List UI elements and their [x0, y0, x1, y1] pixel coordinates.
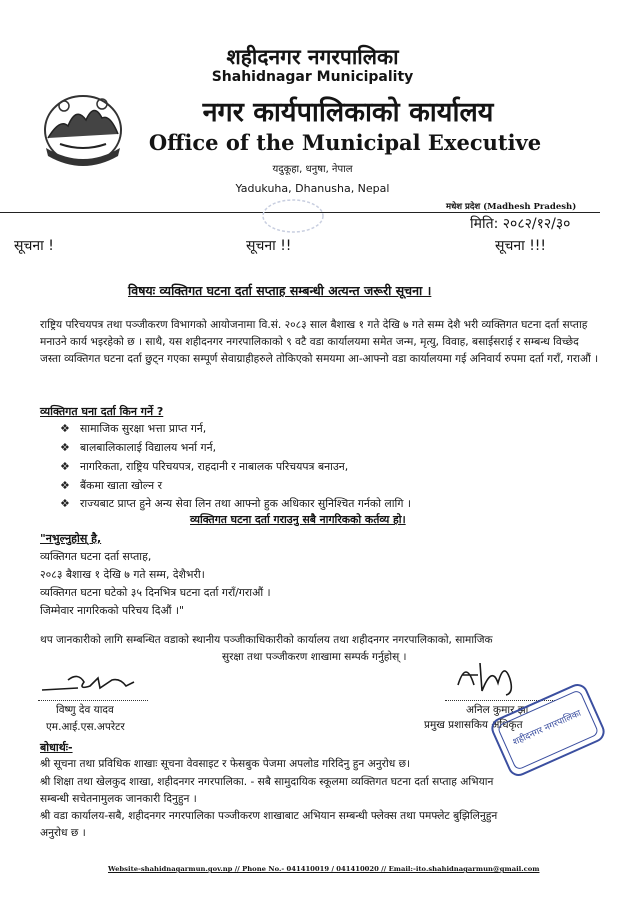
signatory-left-name: विष्णु देव यादव: [56, 704, 114, 716]
seal-text: शहीदनगर नगरपालिका: [511, 708, 583, 748]
reason-item: सामाजिक सुरक्षा भत्ता प्राप्त गर्न,: [80, 422, 207, 435]
notice-label-3: सूचना !!!: [495, 238, 547, 254]
contact-line-2: सुरक्षा तथा पञ्जीकरण शाखामा सम्पर्क गर्नुहोस् ।: [222, 651, 407, 663]
duty-line: व्यक्तिगत घटना दर्ता गराउनु सबै नागरिकको कर्तव्य हो।: [190, 513, 406, 526]
date-line: मिति: २०८२/१२/३०: [470, 216, 571, 232]
bullet-icon: ❖: [60, 441, 70, 454]
office-title-en: Office of the Municipal Executive: [148, 130, 542, 155]
signatory-right-name: अनिल कुमार झा: [466, 704, 529, 716]
reminder-line: व्यक्तिगत घटना दर्ता सप्ताह,: [40, 550, 152, 563]
reminder-line: २०८३ बैशाख १ देखि ७ गते सम्म, देशैभरी।: [40, 568, 205, 581]
bullet-icon: ❖: [60, 479, 70, 492]
notice-label-2: सूचना !!: [246, 238, 292, 254]
signature-left-icon: [38, 668, 148, 698]
reason-item: नागरिकता, राष्ट्रिय परिचयपत्र, राहदानी र नाबालक परिचयपत्र बनाउन,: [80, 460, 349, 473]
signatory-left-title: एम.आई.एस.अपरेटर: [46, 721, 125, 733]
bullet-icon: ❖: [60, 422, 70, 435]
reason-item: बालबालिकालाई विद्यालय भर्ना गर्न,: [80, 441, 217, 454]
address-en: Yadukuha, Dhanusha, Nepal: [235, 182, 390, 195]
bullet-icon: ❖: [60, 497, 70, 510]
province-label: मधेश प्रदेश (Madhesh Pradesh): [446, 202, 577, 212]
cc-heading: बोधार्थः-: [40, 741, 73, 754]
municipality-name-np: शहीदनगर नगरपालिका: [226, 45, 399, 69]
contact-line-1: थप जानकारीको लागि सम्बन्धित वडाको स्थानीय पञ्जीकाधिकारीको कार्यालय तथा शहीदनगर नगरपालिकाको, सामाजिक: [40, 634, 493, 646]
municipality-name-en: Shahidnagar Municipality: [211, 69, 414, 85]
notice-label-1: सूचना !: [14, 238, 54, 254]
cc-line: श्री वडा कार्यालय-सबै, शहीदनगर नगरपालिका पञ्जीकरण शाखाबाट अभियान सम्बन्धी फ्लेक्स तथा पमफ्लेट बुझिलिनुहुन: [40, 810, 498, 822]
signature-line-left: [38, 700, 148, 701]
subject-line: विषयः व्यक्तिगत घटना दर्ता सप्ताह सम्बन्धी अत्यन्त जरूरी सूचना ।: [128, 283, 432, 298]
reminder-title: "नभुल्नुहोस् है,: [40, 532, 102, 545]
signature-right-icon: [452, 655, 522, 700]
why-heading: व्यक्तिगत घना दर्ता किन गर्ने ?: [40, 405, 164, 418]
office-title-np: नगर कार्यपालिकाको कार्यालय: [202, 97, 494, 128]
reason-item: राज्यबाट प्राप्त हुने अन्य सेवा लिन तथा आफ्नो हुक अधिकार सुनिश्चित गर्नको लागि ।: [80, 497, 411, 510]
nepal-emblem-icon: [40, 88, 126, 168]
faint-stamp-icon: [258, 196, 328, 236]
cc-line: श्री शिक्षा तथा खेलकुद शाखा, शहीदनगर नगरपालिका. - सबै सामुदायिक स्कूलमा व्यक्तिगत घटना दर्ता सप्ताह अभियान: [40, 776, 494, 788]
address-np: यदुकूहा, धनुषा, नेपाल: [272, 164, 353, 175]
footer-contact: Website-shahidnagarmun.gov.np // Phone No.- 041410019 / 041410020 // Email:-ito.shahidnagarmun@gmail.com: [108, 865, 540, 873]
reminder-line: जिम्मेवार नागरिकको परिचय दिऔं ।": [40, 604, 184, 617]
cc-line: सम्बन्धी सचेतनामुलक जानकारी दिनुहुन ।: [40, 793, 197, 805]
cc-line: श्री सूचना तथा प्रविधिक शाखाः सूचना वेवसाइट र फेसबुक पेजमा अपलोड गरिदिनु हुन अनुरोध छ।: [40, 758, 411, 770]
bullet-icon: ❖: [60, 460, 70, 473]
cc-line: अनुरोध छ ।: [40, 827, 86, 839]
signatory-right-title: प्रमुख प्रशासकिय अधिकृत: [424, 719, 523, 731]
body-paragraph: राष्ट्रिय परिचयपत्र तथा पञ्जीकरण विभागको आयोजनामा वि.सं. २०८३ साल बैशाख १ गते देखि ७ गते सम्म देशै भरी व्यक्तिगत घटना दर्ता सप्ताह मनाउने कार्य भइरहेको छ । साथै, यस शहीदनगर नगरपालिकाको ९ वटै वडा कार्यालयमा समेत जन्म, मृत्यु, विवाह, बसाईसराई र सम्बन्ध विच्छेद जस्ता व्यक्तिगत घटना दर्ता छुट्न गएका सम्पूर्ण सेवाग्राहीहरुले तोकिएको समयमा आ-आफ्नो वडा कार्यालयमा गई अनिवार्य रुपमा दर्ता गराँ, गराऔं ।: [40, 319, 599, 365]
reason-item: बैंकमा खाता खोल्न र: [80, 479, 163, 492]
reminder-line: व्यक्तिगत घटना घटेको ३५ दिनभित्र घटना दर्ता गराँ/गराऔं ।: [40, 586, 271, 599]
